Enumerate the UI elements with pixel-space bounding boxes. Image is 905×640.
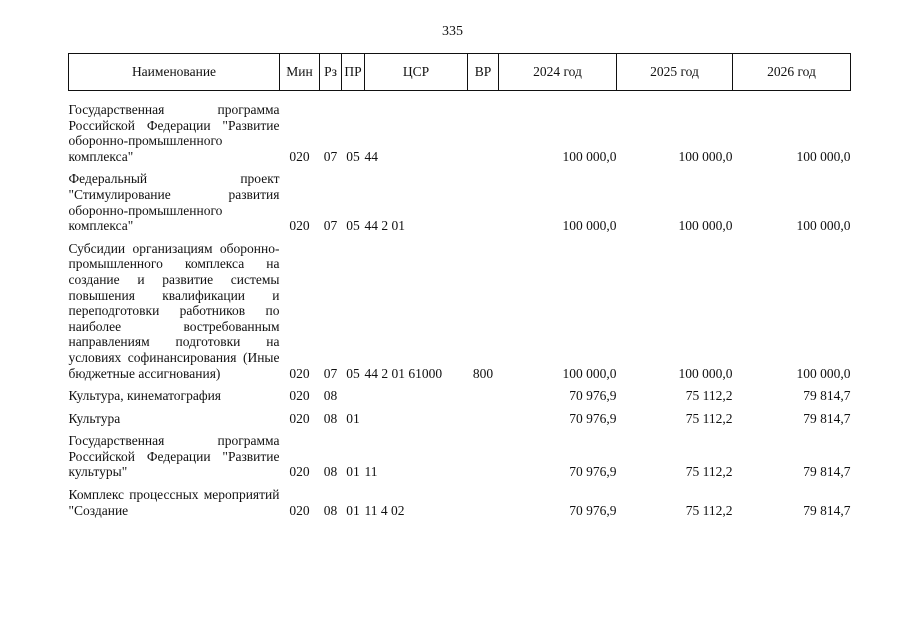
row-rz: 07: [323, 148, 338, 164]
row-2024: 70 976,9: [569, 388, 617, 404]
row-csr: [365, 480, 468, 525]
row-2025: 75 112,2: [685, 410, 733, 426]
row-2026: 100 000,0: [796, 148, 851, 164]
row-rz: [320, 480, 342, 525]
row-2026: 79 814,7: [803, 388, 851, 404]
header-name: Наименование: [69, 54, 280, 91]
row-csr: 11: [364, 464, 378, 480]
header-rz: Рз: [320, 54, 342, 91]
header-vr: ВР: [468, 54, 499, 91]
row-min: [280, 480, 320, 525]
row-2026: 100 000,0: [796, 218, 851, 234]
row-rz-text: 08: [323, 502, 338, 518]
row-name: Федеральный проект "Стимулирование развития оборонно-промышленного комплекса": [68, 171, 280, 234]
row-rz: 08: [323, 464, 338, 480]
row-min: 020: [289, 148, 310, 164]
row-min: 020: [289, 365, 310, 381]
row-name: Государственная программа Российской Федерации "Развитие оборонно-промышленного комплекса": [68, 102, 280, 164]
row-2025: 100 000,0: [678, 148, 733, 164]
row-2026: 100 000,0: [796, 365, 851, 381]
row-pr: 01: [346, 464, 360, 480]
row-2024: 100 000,0: [562, 148, 617, 164]
row-2026: 79 814,7: [803, 410, 851, 426]
row-2025: [617, 480, 733, 525]
row-2024-text: 70 976,9: [569, 502, 617, 518]
row-2024: [499, 480, 617, 525]
row-min-text: 020: [289, 502, 310, 518]
page-number: 335: [442, 24, 463, 39]
row-2026: [733, 480, 851, 525]
row-vr-text: [468, 487, 499, 503]
row-pr: 01: [346, 410, 360, 426]
row-2025-text: 75 112,2: [685, 502, 733, 518]
row-csr: 44 2 01 61000: [364, 365, 443, 381]
row-min: 020: [289, 388, 310, 404]
row-csr: 44: [364, 148, 378, 164]
row-name: Государственная программа Российской Федерации "Развитие культуры": [68, 433, 280, 480]
row-vr: [468, 381, 499, 404]
row-min: 020: [289, 218, 310, 234]
row-min: 020: [289, 410, 310, 426]
row-pr-text: 01: [346, 502, 360, 518]
header-min: Мин: [280, 54, 320, 91]
row-pr: [342, 480, 365, 525]
row-vr: [468, 404, 499, 427]
row-2024: 70 976,9: [569, 464, 617, 480]
row-vr: 800: [472, 365, 494, 381]
table-row: [69, 234, 851, 381]
row-csr-text: 11 4 02: [364, 502, 405, 518]
row-2025: 75 112,2: [685, 464, 733, 480]
row-name: Культура: [68, 410, 121, 426]
row-vr: [468, 480, 499, 525]
row-pr: 05: [346, 218, 360, 234]
row-pr: 05: [346, 148, 360, 164]
header-2024: 2024 год: [499, 54, 617, 91]
row-name-text: Комплекс процессных мероприятий "Создание: [68, 487, 280, 518]
row-name: [69, 480, 280, 525]
row-rz: 07: [323, 365, 338, 381]
row-2026: 79 814,7: [803, 464, 851, 480]
row-vr: [468, 426, 499, 480]
row-name: Культура, кинематография: [68, 388, 222, 404]
row-2025: 100 000,0: [678, 365, 733, 381]
row-csr: [365, 381, 468, 404]
header-2025: 2025 год: [617, 54, 733, 91]
row-2024: 100 000,0: [562, 365, 617, 381]
row-2025: 75 112,2: [685, 388, 733, 404]
header-2026: 2026 год: [733, 54, 851, 91]
row-pr: 05: [346, 365, 360, 381]
row-rz: 08: [323, 410, 338, 426]
row-vr: [468, 91, 499, 165]
row-2024: 100 000,0: [562, 218, 617, 234]
row-csr: 44 2 01: [364, 218, 405, 234]
table-row: [69, 91, 851, 165]
row-pr: [342, 381, 365, 404]
budget-table: [68, 53, 851, 525]
row-min: 020: [289, 464, 310, 480]
row-name: Субсидии организациям оборонно-промышленного комплекса на создание и развитие системы повышения квалификации и переподготовки работников по наиболее востребованным направлениям подготовки на условиях софинансирования (Иные бюджетные ассигнования): [68, 240, 280, 381]
row-rz: 07: [323, 218, 338, 234]
table-row: [69, 404, 851, 427]
row-vr: [468, 164, 499, 233]
table-row: [69, 164, 851, 233]
row-csr: [365, 404, 468, 427]
header-csr: ЦСР: [365, 54, 468, 91]
row-2024: 70 976,9: [569, 410, 617, 426]
table-row: [69, 381, 851, 404]
table-header: [69, 54, 851, 91]
row-2025: 100 000,0: [678, 218, 733, 234]
row-rz: 08: [323, 388, 338, 404]
header-pr: ПР: [342, 54, 365, 91]
table-row: [69, 480, 851, 525]
table-row: [69, 426, 851, 480]
row-2026-text: 79 814,7: [803, 502, 851, 518]
